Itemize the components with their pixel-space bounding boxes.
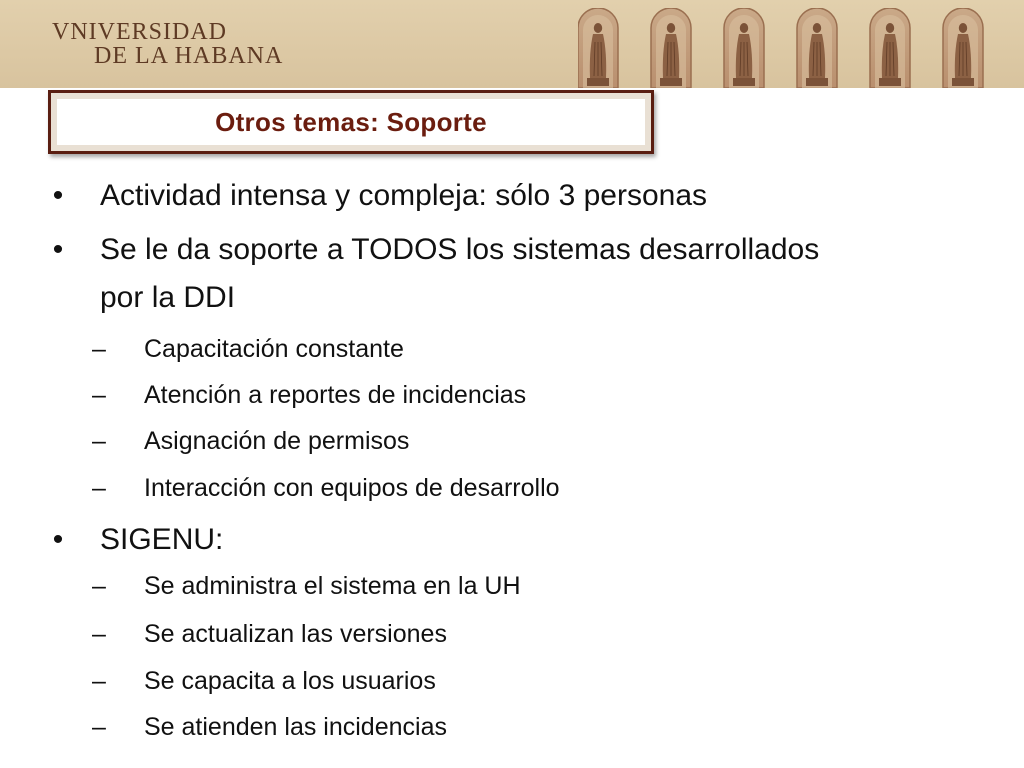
bullet-text: Se le da soporte a TODOS los sistemas desarrollados	[100, 233, 820, 266]
dash-marker: –	[92, 572, 106, 600]
sub-bullet-text: Se atienden las incidencias	[144, 713, 447, 741]
logo-line-2: DE LA HABANA	[94, 43, 284, 69]
dash-marker: –	[92, 335, 106, 363]
sub-bullet-text: Atención a reportes de incidencias	[144, 381, 527, 409]
dash-marker: –	[92, 474, 106, 502]
bullet-text: SIGENU:	[100, 523, 224, 556]
logo-line-1: VNIVERSIDAD	[52, 19, 227, 45]
sub-bullet-text: Se administra el sistema en la UH	[144, 572, 521, 600]
sub-bullet-text: Se actualizan las versiones	[144, 620, 447, 648]
bullet-text-continuation: por la DDI	[100, 281, 236, 314]
dash-marker: –	[92, 427, 106, 455]
sub-bullet-text: Asignación de permisos	[144, 427, 410, 455]
dash-marker: –	[92, 713, 106, 741]
bullet-text: Actividad intensa y compleja: sólo 3 personas	[100, 179, 708, 212]
dash-marker: –	[92, 381, 106, 409]
bullet-marker: •	[52, 523, 64, 556]
sub-bullet-text: Capacitación constante	[144, 335, 404, 363]
slide-title: Otros temas: Soporte	[215, 106, 487, 137]
sub-bullet-text: Interacción con equipos de desarrollo	[144, 474, 560, 502]
dash-marker: –	[92, 667, 106, 695]
dash-marker: –	[92, 620, 106, 648]
bullet-marker: •	[52, 233, 64, 266]
sub-bullet-text: Se capacita a los usuarios	[144, 667, 436, 695]
bullet-marker: •	[52, 179, 64, 212]
